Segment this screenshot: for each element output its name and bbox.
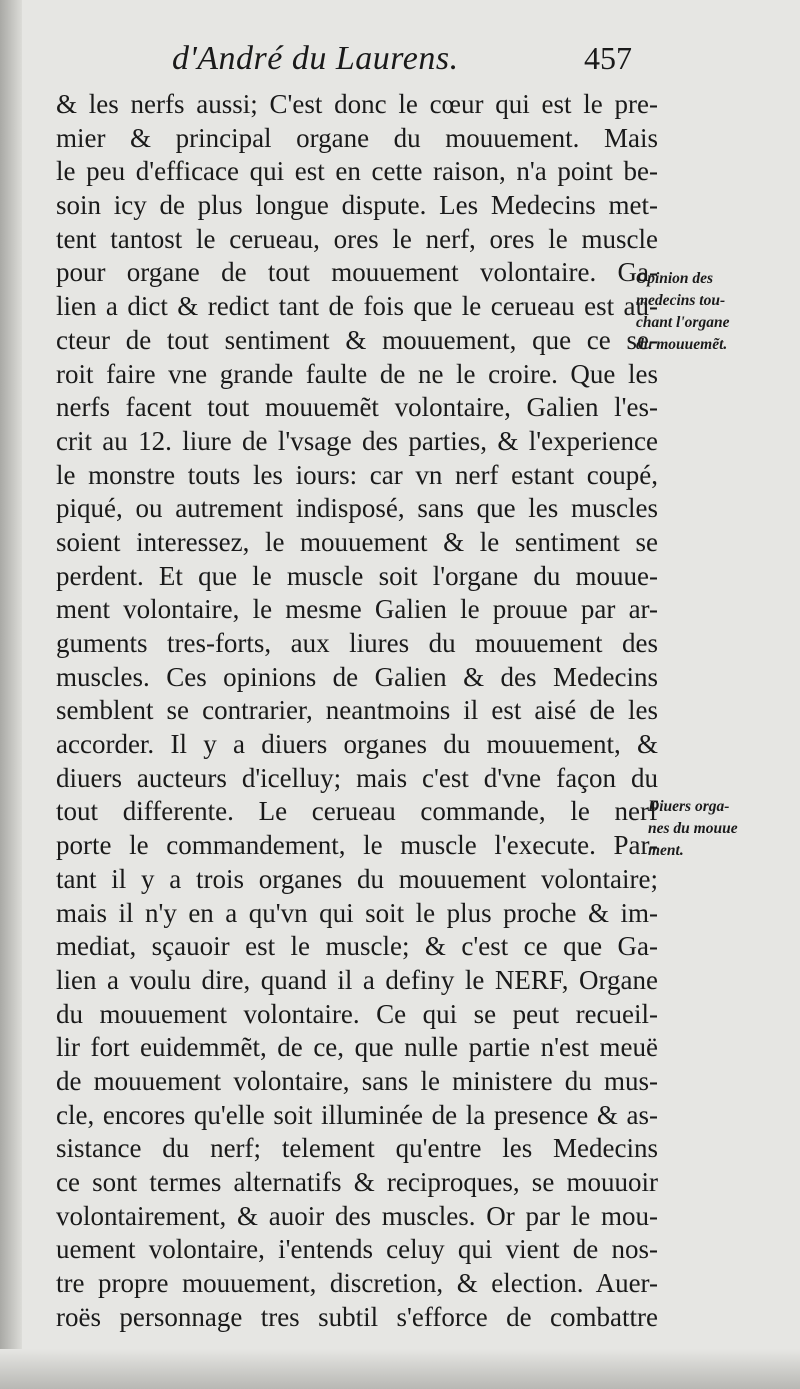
text-line: cteur de tout sentiment & mouuement, que ce se- bbox=[56, 324, 658, 355]
text-line: semblent se contrarier, neantmoins il est aisé de les bbox=[56, 695, 658, 726]
text-line: soin icy de plus longue dispute. Les Medecins met- bbox=[56, 190, 658, 221]
text-line: muscles. Ces opinions de Galien & des Medecins bbox=[56, 661, 658, 692]
margin-note-line: Diuers orga- bbox=[648, 798, 730, 815]
text-line: roit faire vne grande faulte de ne le croire. Que les bbox=[56, 358, 658, 389]
text-line: diuers aucteurs d'icelluy; mais c'est d'vne façon du bbox=[56, 762, 658, 793]
text-line: pour organe de tout mouuement volontaire. Ga- bbox=[56, 257, 658, 288]
text-line: lien a dict & redict tant de fois que le cerueau est au- bbox=[56, 291, 658, 322]
page-header bbox=[172, 40, 632, 84]
text-line: de mouuement volontaire, sans le ministere du mus- bbox=[56, 1065, 658, 1096]
text-line: uement volontaire, i'entends celuy qui vient de nos- bbox=[56, 1234, 658, 1265]
text-line: roës personnage tres subtil s'efforce de combattre bbox=[56, 1301, 658, 1332]
text-line: tent tantost le cerueau, ores le nerf, ores le muscle bbox=[56, 223, 658, 254]
text-line: volontairement, & auoir des muscles. Or par le mou- bbox=[56, 1200, 658, 1231]
text-line: ment volontaire, le mesme Galien le prouue par ar- bbox=[56, 594, 658, 625]
text-line: tant il y a trois organes du mouuement volontaire; bbox=[56, 863, 658, 894]
text-line: cle, encores qu'elle soit illuminée de la presence & as- bbox=[56, 1099, 658, 1130]
page-bottom-shadow bbox=[0, 1349, 800, 1389]
text-line: accorder. Il y a diuers organes du mouuement, & bbox=[56, 729, 658, 760]
text-line: lir fort euidemmẽt, de ce, que nulle partie n'est meuë bbox=[56, 1032, 658, 1063]
margin-note-diuers-organes bbox=[648, 796, 738, 862]
text-line: perdent. Et que le muscle soit l'organe du mouue- bbox=[56, 560, 658, 591]
text-line: guments tres-forts, aux liures du mouuement des bbox=[56, 628, 658, 658]
text-line: ce sont termes alternatifs & reciproques, se mouuoir bbox=[56, 1167, 658, 1197]
margin-note-line: nes du mouue bbox=[648, 820, 738, 837]
text-line: soient interessez, le mouuement & le sentiment se bbox=[56, 526, 658, 557]
text-line: nerfs facent tout mouuemẽt volontaire, Galien l'es- bbox=[56, 392, 658, 423]
margin-note-line: chant l'organe bbox=[636, 314, 730, 331]
body-text bbox=[56, 88, 658, 1334]
text-line: le peu d'efficace qui est en cette raison, n'a point be- bbox=[56, 156, 658, 187]
page-gutter-shadow bbox=[0, 0, 22, 1389]
margin-note-opinion bbox=[636, 268, 729, 356]
margin-note-line: medecins tou- bbox=[636, 292, 726, 309]
text-line: piqué, ou autrement indisposé, sans que les muscles bbox=[56, 493, 658, 524]
text-line: mais il n'y en a qu'vn qui soit le plus proche & im- bbox=[56, 897, 658, 928]
margin-note-line: Opinion des bbox=[636, 270, 714, 287]
text-line: tre propre mouuement, discretion, & election. Auer- bbox=[56, 1268, 658, 1299]
text-line: du mouuement volontaire. Ce qui se peut recueil- bbox=[56, 998, 658, 1029]
running-head: d'André du Laurens. bbox=[172, 40, 459, 77]
text-line: sistance du nerf; telement qu'entre les Medecins bbox=[56, 1133, 658, 1164]
text-line: lien a voulu dire, quand il a definy le NERF, Organe bbox=[56, 964, 658, 995]
text-line: mediat, sçauoir est le muscle; & c'est ce que Ga- bbox=[56, 931, 658, 962]
text-line: tout differente. Le cerueau commande, le nerf bbox=[56, 796, 658, 827]
text-line: porte le commandement, le muscle l'execute. Par- bbox=[56, 830, 658, 861]
text-line: mier & principal organe du mouuement. Mais bbox=[56, 122, 658, 153]
margin-note-line: ment. bbox=[648, 842, 684, 859]
text-line: le monstre touts les iours: car vn nerf estant coupé, bbox=[56, 459, 658, 490]
margin-note-line: du mouuemẽt. bbox=[636, 336, 728, 353]
text-line: crit au 12. liure de l'vsage des parties, & l'experience bbox=[56, 425, 658, 456]
text-line: & les nerfs aussi; C'est donc le cœur qui est le pre- bbox=[56, 89, 658, 119]
page-number: 457 bbox=[584, 40, 632, 76]
